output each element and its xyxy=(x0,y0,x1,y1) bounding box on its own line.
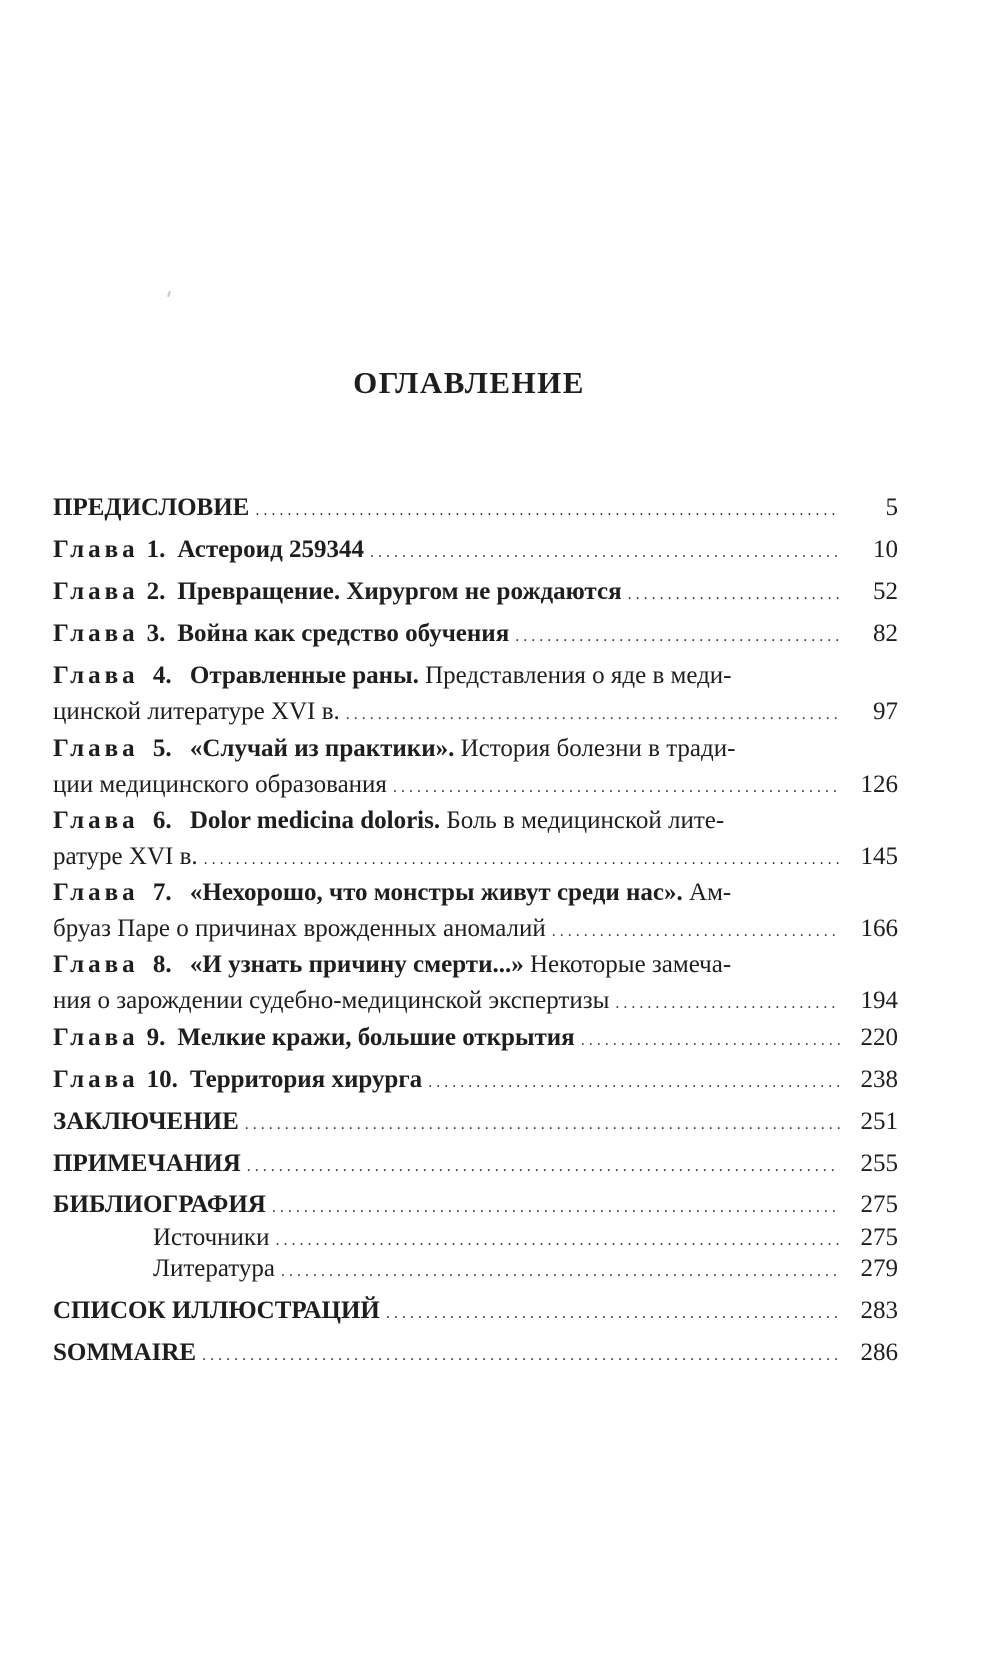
entry-title: Источники xyxy=(153,1224,270,1251)
chapter-word: Глава xyxy=(53,578,139,605)
entry-page: 5 xyxy=(885,494,898,521)
entry-subtitle: Представления о яде в меди- xyxy=(425,662,732,689)
chapter-word: Глава xyxy=(53,1066,139,1093)
chapter-word: Глава xyxy=(53,879,139,906)
entry-subtitle-cont: ния о зарождении судебно-медицинской экспертизы xyxy=(53,987,610,1014)
entry-title: «Случай из практики». xyxy=(189,735,455,762)
chapter-number: 5. xyxy=(152,735,172,762)
entry-title: ЗАКЛЮЧЕНИЕ xyxy=(53,1108,239,1135)
entry-page: 10 xyxy=(873,536,898,563)
toc-entry-conclusion[interactable] xyxy=(53,1104,898,1140)
entry-title: Литература xyxy=(153,1255,275,1282)
dot-leader xyxy=(204,842,840,878)
chapter-word: Глава xyxy=(53,662,139,689)
dot-leader xyxy=(255,493,840,529)
chapter-number: 1. xyxy=(146,536,166,563)
toc-entry-notes[interactable] xyxy=(53,1146,898,1182)
entry-page: 194 xyxy=(860,987,898,1014)
dot-leader xyxy=(370,535,840,571)
chapter-number: 9. xyxy=(146,1024,166,1051)
chapter-word: Глава xyxy=(53,735,139,762)
entry-subtitle-cont: бруаз Паре о причинах врожденных аномалий xyxy=(53,915,546,942)
chapter-word: Глава xyxy=(53,620,139,647)
entry-page: 275 xyxy=(860,1224,898,1251)
dot-leader xyxy=(386,1296,840,1332)
entry-subtitle: Некоторые замеча- xyxy=(529,951,732,978)
entry-title: Превращение. Хирургом не рождаются xyxy=(177,578,622,605)
entry-subtitle: Боль в медицинской лите- xyxy=(446,807,725,834)
entry-subtitle: Ам- xyxy=(689,879,732,906)
entry-page: 126 xyxy=(860,771,898,798)
entry-title: Астероид 259344 xyxy=(177,536,364,563)
scan-speck xyxy=(167,291,171,297)
chapter-number: 7. xyxy=(152,879,172,906)
dot-leader xyxy=(346,697,840,733)
entry-page: 82 xyxy=(873,620,898,647)
entry-title: Мелкие кражи, большие открытия xyxy=(177,1024,575,1051)
toc-entry-chapter-10[interactable] xyxy=(53,1062,898,1098)
entry-page: 97 xyxy=(873,698,898,725)
entry-page: 52 xyxy=(873,578,898,605)
entry-page: 220 xyxy=(860,1024,898,1051)
toc-entry-literature[interactable] xyxy=(53,1251,898,1287)
dot-leader xyxy=(202,1338,840,1374)
entry-title: «Нехорошо, что монстры живут среди нас». xyxy=(189,879,683,906)
entry-title: SOMMAIRE xyxy=(53,1339,197,1366)
dot-leader xyxy=(393,770,840,806)
chapter-number: 6. xyxy=(152,807,172,834)
toc-entry-chapter-4[interactable] xyxy=(53,658,898,730)
dot-leader xyxy=(581,1023,840,1059)
chapter-number: 8. xyxy=(152,951,172,978)
toc-entry-chapter-3[interactable] xyxy=(53,616,898,652)
chapter-word: Глава xyxy=(53,1024,139,1051)
toc-entry-chapter-2[interactable] xyxy=(53,574,898,610)
entry-title: Территория хирурга xyxy=(189,1066,423,1093)
toc-entry-chapter-9[interactable] xyxy=(53,1020,898,1056)
entry-page: 255 xyxy=(860,1150,898,1177)
entry-subtitle-cont: цинской литературе XVI в. xyxy=(53,698,340,725)
dot-leader xyxy=(615,986,840,1022)
toc-entry-bibliography[interactable] xyxy=(53,1187,898,1223)
entry-page: 283 xyxy=(860,1297,898,1324)
toc-entry-sommaire[interactable] xyxy=(53,1335,898,1371)
toc-entry-chapter-5[interactable] xyxy=(53,731,898,803)
dot-leader xyxy=(628,577,840,613)
entry-page: 251 xyxy=(860,1108,898,1135)
dot-leader xyxy=(281,1254,840,1290)
entry-subtitle-cont: ции медицинского образования xyxy=(53,771,387,798)
entry-page: 238 xyxy=(860,1066,898,1093)
dot-leader xyxy=(428,1065,840,1101)
page-title: ОГЛАВЛЕНИЕ xyxy=(353,365,585,400)
entry-title: Война как средство обучения xyxy=(177,620,510,647)
entry-subtitle: История болезни в тради- xyxy=(460,735,736,762)
toc-entry-preface[interactable] xyxy=(53,490,898,526)
chapter-number: 10. xyxy=(146,1066,178,1093)
chapter-word: Глава xyxy=(53,951,139,978)
chapter-number: 4. xyxy=(152,662,172,689)
entry-page: 275 xyxy=(860,1191,898,1218)
dot-leader xyxy=(245,1107,840,1143)
entry-title: БИБЛИОГРАФИЯ xyxy=(53,1191,266,1218)
chapter-word: Глава xyxy=(53,536,139,563)
toc-entry-illustrations[interactable] xyxy=(53,1293,898,1329)
chapter-number: 2. xyxy=(146,578,166,605)
toc-entry-chapter-8[interactable] xyxy=(53,947,898,1019)
entry-page: 279 xyxy=(860,1255,898,1282)
entry-subtitle-cont: ратуре XVI в. xyxy=(53,843,198,870)
dot-leader xyxy=(247,1149,840,1185)
chapter-number: 3. xyxy=(146,620,166,647)
toc-entry-chapter-1[interactable] xyxy=(53,532,898,568)
toc-entry-chapter-7[interactable] xyxy=(53,875,898,947)
entry-title: «И узнать причину смерти...» xyxy=(189,951,524,978)
entry-title: ПРИМЕЧАНИЯ xyxy=(53,1150,241,1177)
toc-entry-chapter-6[interactable] xyxy=(53,803,898,875)
entry-page: 145 xyxy=(860,843,898,870)
entry-title: ПРЕДИСЛОВИЕ xyxy=(53,494,250,521)
chapter-word: Глава xyxy=(53,807,139,834)
dot-leader xyxy=(552,914,840,950)
entry-title: СПИСОК ИЛЛЮСТРАЦИЙ xyxy=(53,1297,380,1324)
entry-page: 166 xyxy=(860,915,898,942)
entry-title: Dolor medicina doloris. xyxy=(189,807,441,834)
dot-leader xyxy=(515,619,840,655)
entry-title: Отравленные раны. xyxy=(189,662,419,689)
entry-page: 286 xyxy=(860,1339,898,1366)
